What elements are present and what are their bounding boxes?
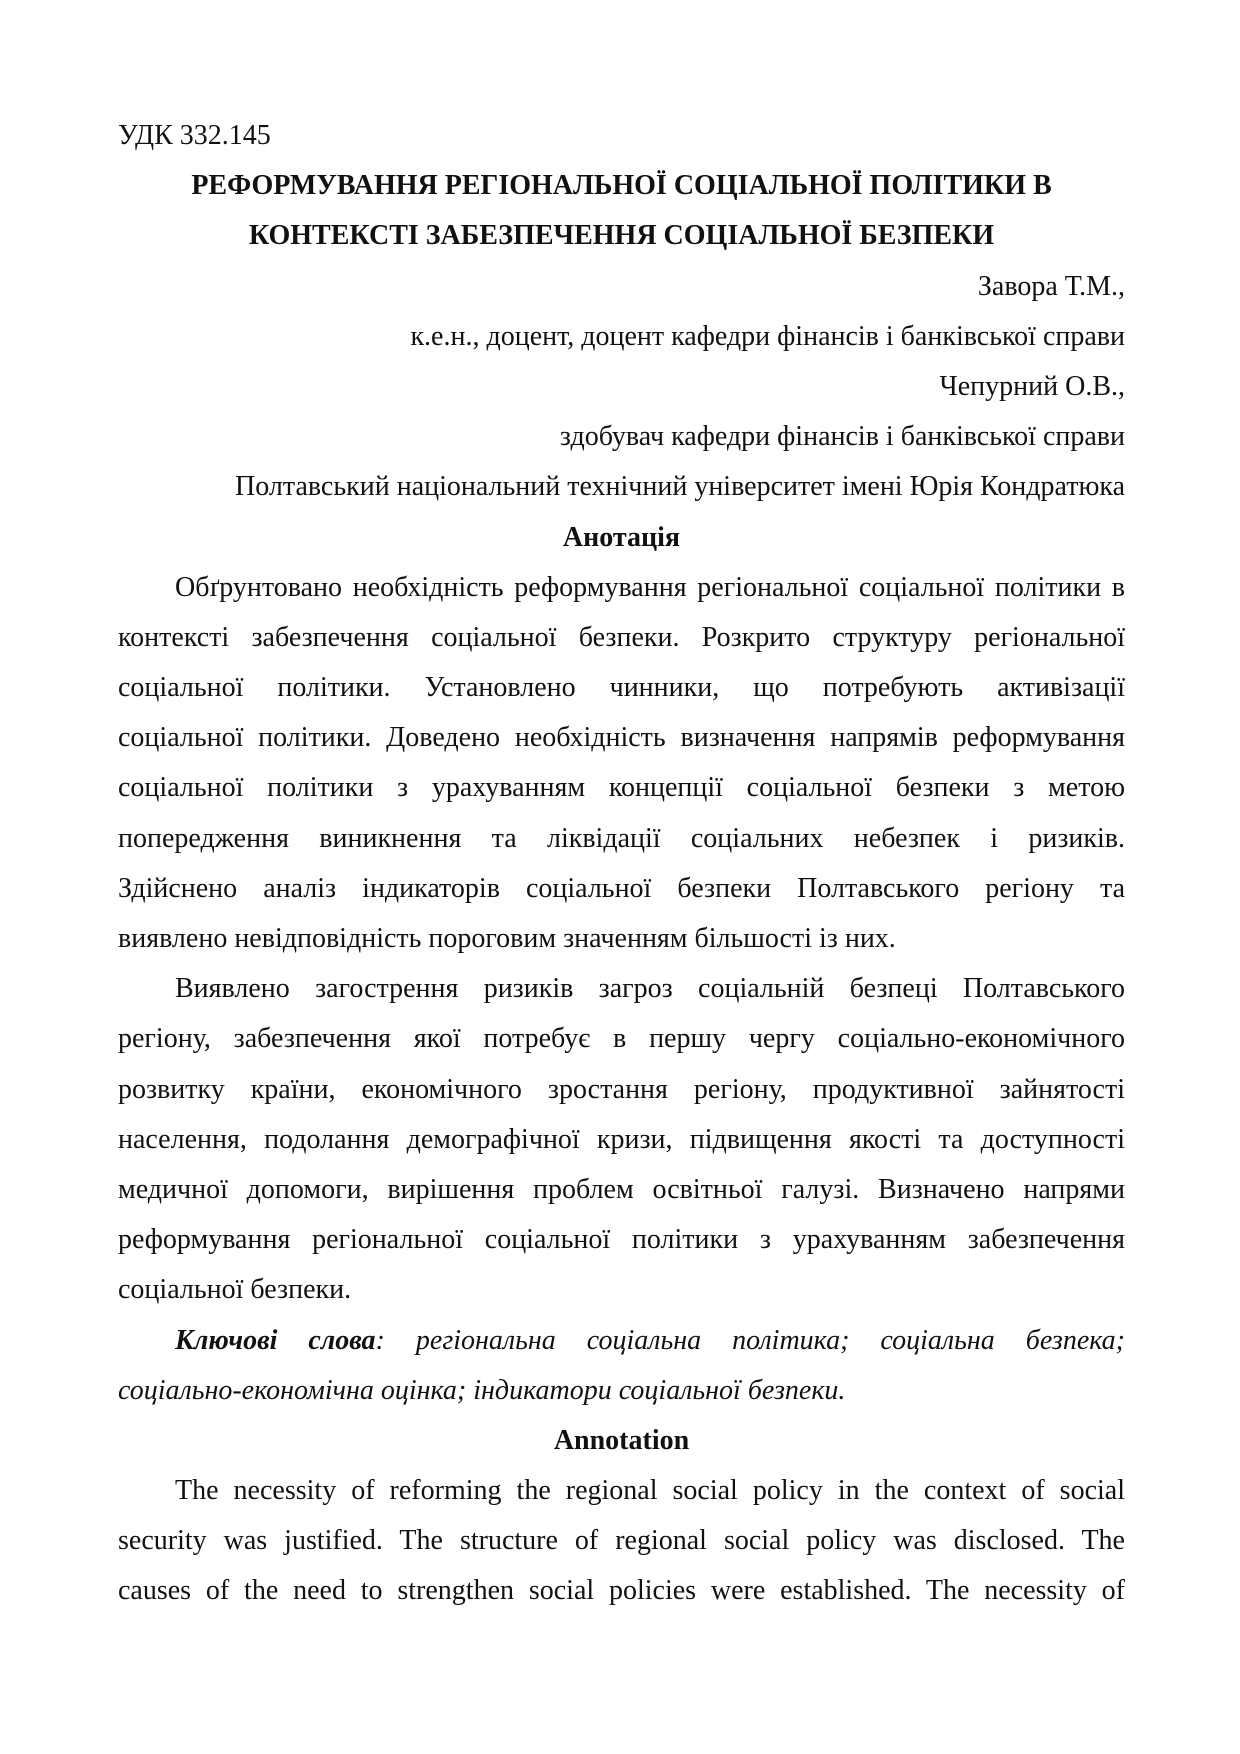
author-2-name: Чепурний О.В.,	[939, 370, 1125, 402]
text-line: соціальної політики з урахуванням концепції соціальної безпеки з метою	[118, 772, 1125, 804]
text-line: Обґрунтовано необхідність реформування регіональної соціальної політики в	[175, 571, 1125, 603]
text-line: Виявлено загострення ризиків загроз соціальній безпеці Полтавського	[175, 973, 1125, 1005]
document-page	[118, 111, 1125, 1617]
text-line: causes of the need to strengthen social policies were established. The necessity of	[118, 1575, 1125, 1607]
abstract-heading-ua: Анотація	[562, 521, 681, 553]
text-line: соціальної політики. Доведено необхідність визначення напрямів реформування	[118, 722, 1125, 754]
text-line: медичної допомоги, вирішення проблем освітньої галузі. Визначено напрями	[118, 1173, 1125, 1205]
text-line: security was justified. The structure of regional social policy was disclosed. The	[118, 1525, 1125, 1557]
keywords-line-1	[118, 1316, 1125, 1366]
text-line: попередження виникнення та ліквідації соціальних небезпек і ризиків.	[118, 822, 1125, 854]
title-line-1: РЕФОРМУВАННЯ РЕГІОНАЛЬНОЇ СОЦІАЛЬНОЇ ПОЛІТИКИ В	[191, 170, 1052, 202]
abstract-heading-en: Annotation	[553, 1424, 690, 1456]
text-line: Здійснено аналіз індикаторів соціальної безпеки Полтавського регіону та	[118, 872, 1125, 904]
text-line: регіону, забезпечення якої потребує в першу чергу соціально-економічного	[118, 1023, 1125, 1055]
author-2-position: здобувач кафедри фінансів і банківської справи	[559, 421, 1125, 453]
text-line: реформування регіональної соціальної політики з урахуванням забезпечення	[118, 1224, 1125, 1256]
text-line: соціальної безпеки.	[118, 1274, 352, 1306]
text-line: розвитку країни, економічного зростання регіону, продуктивної зайнятості	[118, 1073, 1125, 1105]
text-line: населення, подолання демографічної кризи, підвищення якості та доступності	[118, 1123, 1125, 1155]
text-line: The necessity of reforming the regional social policy in the context of social	[175, 1475, 1125, 1507]
abstract-en-paragraph-1	[118, 1466, 1125, 1617]
keywords-text: : регіональна соціальна політика; соціальна безпека;	[375, 1324, 1126, 1356]
keywords	[118, 1316, 1125, 1416]
keywords-label: Ключові слова	[175, 1324, 376, 1356]
text-line: контексті забезпечення соціальної безпеки. Розкрито структуру регіональної	[118, 621, 1125, 653]
author-1-name: Завора Т.М.,	[977, 270, 1125, 302]
title-line-2: КОНТЕКСТІ ЗАБЕЗПЕЧЕННЯ СОЦІАЛЬНОЇ БЕЗПЕКИ	[248, 220, 995, 252]
text-line: виявлено невідповідність пороговим значенням більшості із них.	[118, 923, 896, 954]
abstract-ua-paragraph-1	[118, 563, 1125, 965]
udk-code: УДК 332.145	[118, 120, 271, 151]
text-line: соціальної політики. Установлено чинники, що потребують активізації	[118, 672, 1125, 704]
institution: Полтавський національний технічний університет імені Юрія Кондратюка	[235, 471, 1125, 503]
keywords-line-2: соціально-економічна оцінка; індикатори соціальної безпеки.	[118, 1374, 846, 1406]
author-1-position: к.е.н., доцент, доцент кафедри фінансів і банківської справи	[410, 320, 1125, 352]
abstract-ua-paragraph-2	[118, 964, 1125, 1315]
